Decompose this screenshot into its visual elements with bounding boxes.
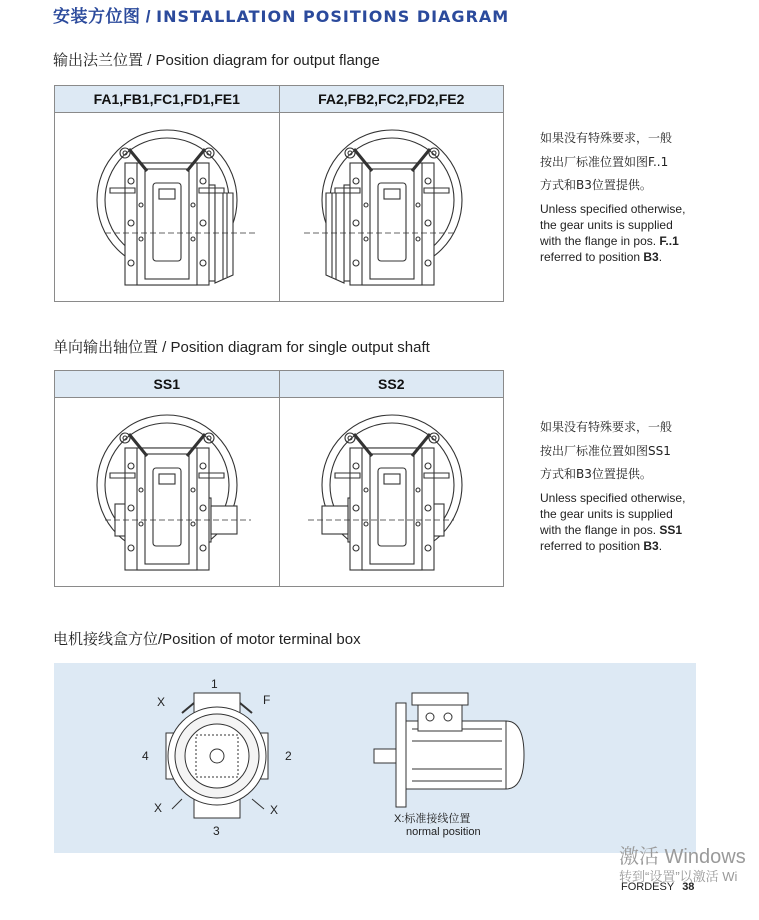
gearbox-shaft-right-drawing	[55, 398, 279, 586]
activation-watermark-subtitle: 转到“设置”以激活 Wi	[619, 869, 738, 884]
shaft-note-en-line2: the gear units is supplied	[540, 506, 673, 521]
shaft-col2-header: SS2	[279, 371, 504, 397]
shaft-note	[540, 416, 730, 554]
terminal-label-x-top-left: X	[157, 695, 166, 709]
flange-col2-header: FA2,FB2,FC2,FD2,FE2	[279, 86, 504, 112]
gearbox-flange-left-drawing	[280, 113, 504, 301]
shaft-diagram-table	[54, 370, 504, 587]
shaft-note-cn-line2: 按出厂标准位置如图SS1	[540, 443, 671, 458]
page-footer	[621, 881, 694, 893]
page-title-cn: 安装方位图	[53, 7, 141, 26]
flange-diagram-table	[54, 85, 504, 302]
page-title-separator: /	[140, 7, 157, 26]
flange-note-en-line1: Unless specified otherwise,	[540, 201, 686, 216]
flange-note-en-line4: referred to position	[540, 249, 644, 264]
shaft-table-header	[55, 371, 503, 398]
terminal-label-f: F	[263, 693, 271, 707]
flange-note-cn-line2: 按出厂标准位置如图F..1	[540, 154, 669, 169]
flange-note-cn-line1: 如果没有特殊要求，一般	[540, 131, 673, 145]
flange-section-title: 输出法兰位置 / Position diagram for output flange	[53, 52, 380, 69]
flange-note-reference: B3	[643, 249, 659, 264]
shaft-section-title: 单向输出轴位置 / Position diagram for single output shaft	[53, 339, 430, 356]
page-number: 38	[682, 881, 695, 893]
shaft-diagram-ss1	[55, 398, 279, 586]
terminal-section-title: 电机接线盒方位/Position of motor terminal box	[53, 631, 361, 648]
page-title	[53, 2, 509, 27]
terminal-label-left: 4	[142, 749, 149, 763]
flange-note-position: F..1	[659, 233, 679, 248]
shaft-note-position: SS1	[659, 522, 683, 537]
flange-note-en	[540, 201, 730, 265]
terminal-label-bottom: 3	[213, 824, 220, 838]
terminal-legend	[394, 813, 481, 839]
shaft-note-en-line4: referred to position	[540, 538, 644, 553]
page-title-en: INSTALLATION POSITIONS DIAGRAM	[156, 7, 510, 26]
flange-note-en-line3: with the flange in pos.	[540, 233, 660, 248]
flange-note-en-line2: the gear units is supplied	[540, 217, 673, 232]
flange-note-period: .	[658, 249, 663, 264]
shaft-note-cn-line3: 方式和B3位置提供。	[540, 467, 652, 481]
flange-col1-header: FA1,FB1,FC1,FD1,FE1	[93, 91, 240, 107]
terminal-legend-cn: X:标准接线位置	[394, 813, 471, 825]
activation-watermark-title: 激活 Windows	[619, 846, 746, 868]
flange-note	[540, 127, 730, 265]
shaft-note-en-line1: Unless specified otherwise,	[540, 490, 686, 505]
motor-terminal-box-drawing	[54, 663, 696, 853]
shaft-note-en	[540, 490, 730, 554]
flange-note-cn-line3: 方式和B3位置提供。	[540, 178, 652, 192]
flange-table-header	[55, 86, 503, 113]
shaft-note-reference: B3	[643, 538, 659, 553]
shaft-note-period: .	[658, 538, 663, 553]
terminal-label-right: 2	[285, 749, 292, 763]
shaft-note-cn-line1: 如果没有特殊要求，一般	[540, 420, 673, 434]
terminal-label-top: 1	[211, 677, 218, 691]
shaft-note-en-line3: with the flange in pos.	[540, 522, 660, 537]
terminal-label-x-bottom-right: X	[270, 803, 279, 817]
shaft-col1-header: SS1	[153, 376, 180, 392]
terminal-label-x-bottom-left: X	[154, 801, 163, 815]
flange-diagram-fa1	[55, 113, 279, 301]
terminal-legend-en: normal position	[406, 826, 481, 838]
gearbox-flange-right-drawing	[55, 113, 279, 301]
footer-brand: FORDESY	[621, 881, 675, 893]
shaft-diagram-ss2	[279, 398, 504, 586]
flange-diagram-fa2	[279, 113, 504, 301]
gearbox-shaft-left-drawing	[280, 398, 504, 586]
terminal-box-panel	[54, 663, 696, 853]
